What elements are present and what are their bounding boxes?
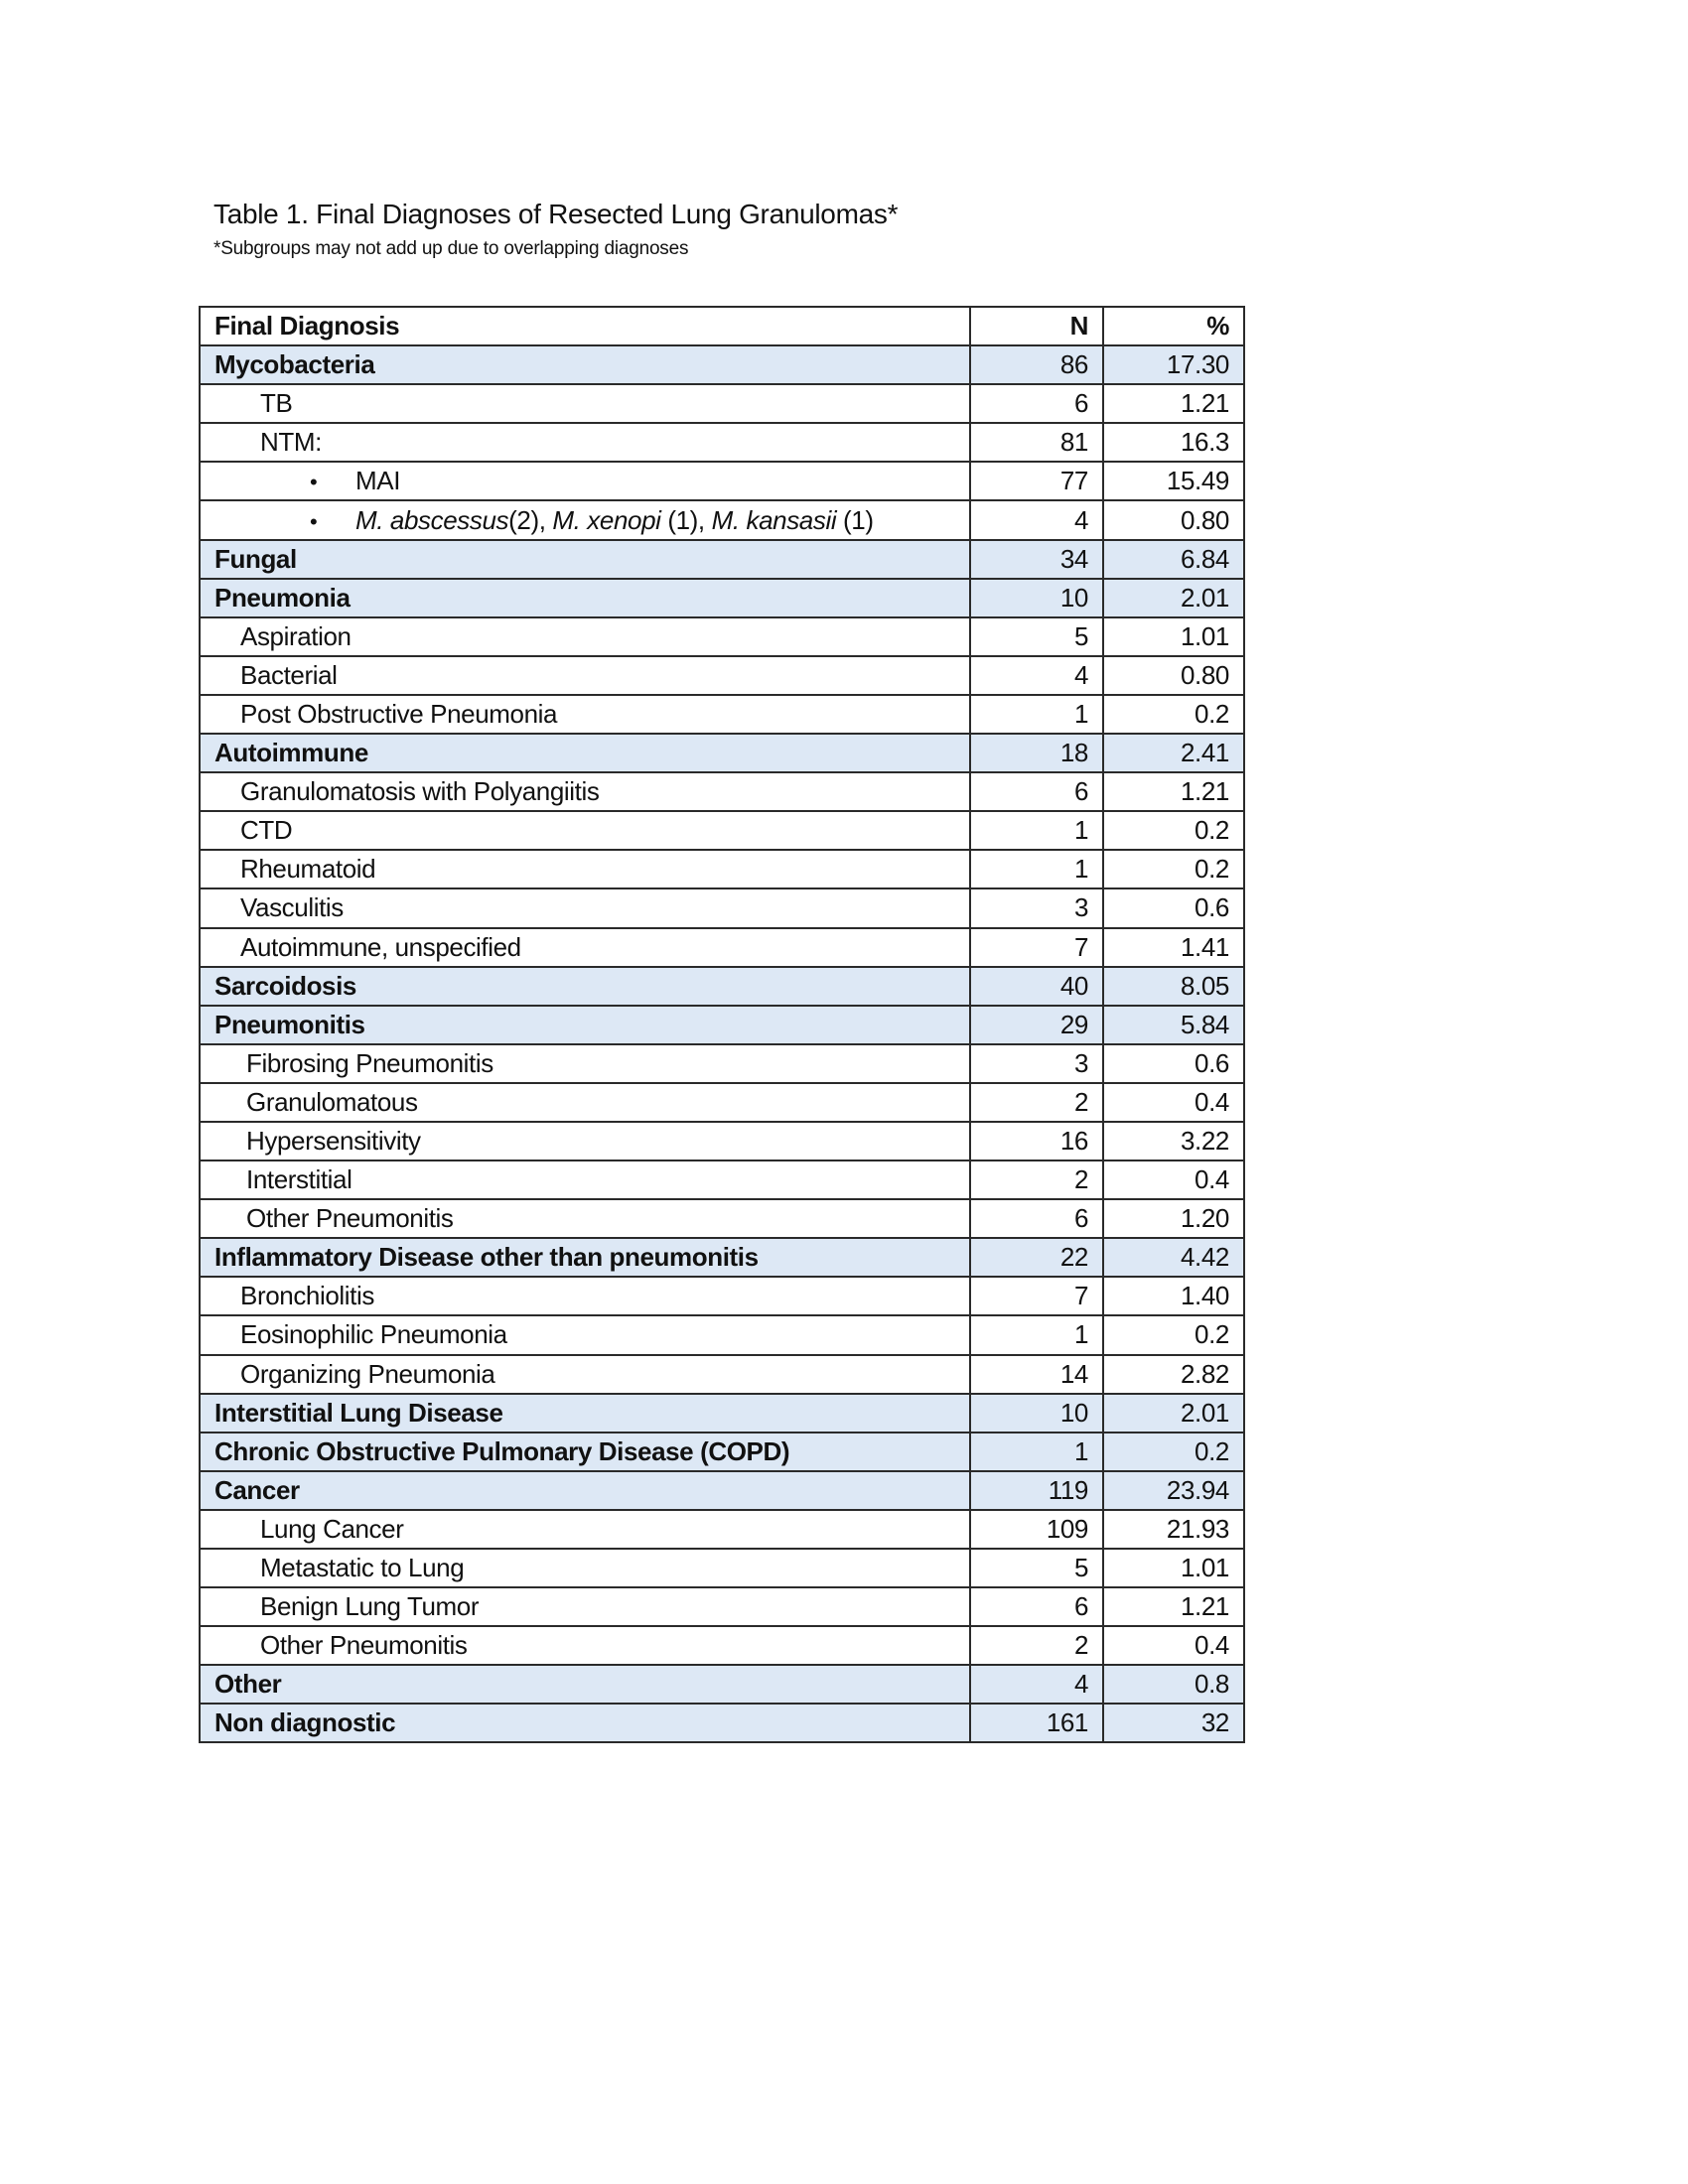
n-cell: 18 [970, 734, 1103, 772]
diagnosis-cell [200, 1471, 970, 1510]
diagnosis-cell [200, 1160, 970, 1199]
percent-cell: 21.93 [1103, 1510, 1244, 1549]
bullet-icon: • [310, 470, 318, 495]
diagnosis-label: Sarcoidosis [214, 970, 356, 1001]
table-row-subcategory [200, 928, 1244, 967]
table-row-category [200, 967, 1244, 1006]
n-cell: 5 [970, 1549, 1103, 1587]
n-cell: 77 [970, 462, 1103, 500]
diagnosis-cell [200, 1083, 970, 1122]
diagnosis-cell [200, 1665, 970, 1704]
table-row-category [200, 1006, 1244, 1044]
diagnosis-label: Interstitial Lung Disease [214, 1397, 503, 1428]
percent-cell: 23.94 [1103, 1471, 1244, 1510]
diagnosis-label: Other [214, 1669, 282, 1700]
species-name: M. kansasii [711, 504, 837, 535]
diagnosis-label: NTM: [260, 427, 322, 458]
diagnosis-label: Granulomatous [246, 1086, 418, 1117]
table-row-subcategory [200, 500, 1244, 539]
n-cell: 16 [970, 1122, 1103, 1160]
table-row-subcategory [200, 1587, 1244, 1626]
diagnosis-cell [200, 384, 970, 423]
diagnosis-label: Chronic Obstructive Pulmonary Disease (COPD) [214, 1435, 790, 1466]
n-cell: 29 [970, 1006, 1103, 1044]
table-row-subcategory [200, 617, 1244, 656]
diagnosis-cell [200, 772, 970, 811]
table-row-subcategory [200, 462, 1244, 500]
diagnosis-label: Aspiration [240, 620, 352, 651]
table-footnote: *Subgroups may not add up due to overlapping diagnoses [213, 238, 689, 259]
diagnosis-label: Non diagnostic [214, 1707, 396, 1738]
percent-cell: 17.30 [1103, 345, 1244, 384]
diagnosis-cell [200, 850, 970, 888]
diagnosis-cell [200, 1704, 970, 1742]
diagnosis-cell [200, 1587, 970, 1626]
table-row-subcategory [200, 1355, 1244, 1394]
diagnosis-cell [200, 656, 970, 695]
table-row-subcategory [200, 1083, 1244, 1122]
percent-cell: 2.41 [1103, 734, 1244, 772]
n-cell: 4 [970, 500, 1103, 539]
diagnosis-cell [200, 1006, 970, 1044]
n-cell: 1 [970, 811, 1103, 850]
diagnosis-label: Inflammatory Disease other than pneumonitis [214, 1242, 759, 1273]
diagnosis-cell [200, 1355, 970, 1394]
diagnosis-label: Interstitial [246, 1164, 352, 1195]
table-row-subcategory [200, 384, 1244, 423]
n-cell: 3 [970, 1044, 1103, 1083]
n-cell: 7 [970, 1277, 1103, 1315]
table-row-subcategory [200, 656, 1244, 695]
percent-cell: 0.6 [1103, 888, 1244, 927]
percent-cell: 16.3 [1103, 423, 1244, 462]
diagnosis-cell [200, 1549, 970, 1587]
percent-cell: 1.41 [1103, 928, 1244, 967]
diagnosis-label: Other Pneumonitis [260, 1630, 468, 1661]
n-cell: 81 [970, 423, 1103, 462]
percent-cell: 4.42 [1103, 1238, 1244, 1277]
table-row-subcategory [200, 1315, 1244, 1354]
diagnosis-cell [200, 617, 970, 656]
header-row [200, 307, 1244, 345]
n-cell: 161 [970, 1704, 1103, 1742]
table-row-subcategory [200, 811, 1244, 850]
percent-cell: 3.22 [1103, 1122, 1244, 1160]
n-cell: 40 [970, 967, 1103, 1006]
n-cell: 2 [970, 1083, 1103, 1122]
diagnoses-table [199, 306, 1245, 1743]
header-n: N [970, 307, 1103, 345]
diagnosis-label: Bacterial [240, 659, 338, 690]
percent-cell: 0.2 [1103, 1315, 1244, 1354]
table-row-category [200, 345, 1244, 384]
diagnosis-label: Other Pneumonitis [246, 1203, 454, 1234]
percent-cell: 0.4 [1103, 1083, 1244, 1122]
diagnosis-label: Vasculitis [240, 892, 344, 923]
n-cell: 22 [970, 1238, 1103, 1277]
bullet-icon: • [310, 508, 318, 534]
diagnosis-cell [200, 579, 970, 617]
header-percent: % [1103, 307, 1244, 345]
n-cell: 1 [970, 695, 1103, 734]
percent-cell: 2.82 [1103, 1355, 1244, 1394]
percent-cell: 0.6 [1103, 1044, 1244, 1083]
table-row-category [200, 1394, 1244, 1433]
n-cell: 7 [970, 928, 1103, 967]
percent-cell: 1.21 [1103, 384, 1244, 423]
species-name: M. xenopi [552, 504, 661, 535]
diagnosis-cell [200, 1433, 970, 1471]
table-row-category [200, 579, 1244, 617]
percent-cell: 1.20 [1103, 1199, 1244, 1238]
diagnosis-label: Organizing Pneumonia [240, 1358, 495, 1389]
diagnosis-cell [200, 500, 970, 539]
diagnosis-label: Pneumonia [214, 582, 351, 613]
table-row-subcategory [200, 1199, 1244, 1238]
n-cell: 10 [970, 1394, 1103, 1433]
n-cell: 6 [970, 1587, 1103, 1626]
diagnosis-cell [200, 967, 970, 1006]
n-cell: 6 [970, 772, 1103, 811]
table-row-subcategory [200, 1510, 1244, 1549]
diagnosis-label: Fibrosing Pneumonitis [246, 1047, 493, 1078]
n-cell: 119 [970, 1471, 1103, 1510]
diagnosis-cell [200, 1044, 970, 1083]
table-row-category [200, 1665, 1244, 1704]
diagnosis-label: Cancer [214, 1474, 300, 1505]
diagnosis-label: Hypersensitivity [246, 1126, 421, 1157]
table-row-subcategory [200, 1044, 1244, 1083]
n-cell: 4 [970, 656, 1103, 695]
percent-cell: 1.40 [1103, 1277, 1244, 1315]
percent-cell: 0.2 [1103, 1433, 1244, 1471]
diagnosis-label: Rheumatoid [240, 854, 376, 885]
diagnosis-cell [200, 695, 970, 734]
n-cell: 4 [970, 1665, 1103, 1704]
n-cell: 2 [970, 1160, 1103, 1199]
table-row-category [200, 1238, 1244, 1277]
percent-cell: 0.4 [1103, 1626, 1244, 1665]
percent-cell: 1.01 [1103, 1549, 1244, 1587]
diagnosis-cell [200, 1394, 970, 1433]
percent-cell: 1.21 [1103, 772, 1244, 811]
diagnosis-cell [200, 423, 970, 462]
n-cell: 1 [970, 850, 1103, 888]
diagnosis-cell [200, 1199, 970, 1238]
diagnosis-cell [200, 734, 970, 772]
table-row-subcategory [200, 695, 1244, 734]
n-cell: 5 [970, 617, 1103, 656]
percent-cell: 0.4 [1103, 1160, 1244, 1199]
diagnosis-cell [200, 1277, 970, 1315]
table-row-subcategory [200, 888, 1244, 927]
diagnosis-label: Bronchiolitis [240, 1281, 374, 1311]
header-final-diagnosis: Final Diagnosis [200, 307, 970, 345]
percent-cell: 15.49 [1103, 462, 1244, 500]
diagnosis-cell [200, 1626, 970, 1665]
table-row-subcategory [200, 1122, 1244, 1160]
table-row-subcategory [200, 423, 1244, 462]
count-text: (1), [660, 504, 712, 535]
diagnosis-label: Metastatic to Lung [260, 1553, 465, 1583]
diagnosis-label [355, 505, 874, 535]
table-row-subcategory [200, 772, 1244, 811]
n-cell: 14 [970, 1355, 1103, 1394]
percent-cell: 0.2 [1103, 695, 1244, 734]
n-cell: 86 [970, 345, 1103, 384]
diagnosis-cell [200, 928, 970, 967]
diagnosis-label: Autoimmune, unspecified [240, 931, 521, 962]
percent-cell: 1.21 [1103, 1587, 1244, 1626]
percent-cell: 0.2 [1103, 850, 1244, 888]
table-row-subcategory [200, 1626, 1244, 1665]
diagnosis-cell [200, 1510, 970, 1549]
n-cell: 1 [970, 1315, 1103, 1354]
count-text: (1) [836, 504, 874, 535]
percent-cell: 1.01 [1103, 617, 1244, 656]
n-cell: 6 [970, 384, 1103, 423]
percent-cell: 5.84 [1103, 1006, 1244, 1044]
percent-cell: 0.8 [1103, 1665, 1244, 1704]
diagnosis-label: Benign Lung Tumor [260, 1591, 480, 1622]
table-row-category [200, 1704, 1244, 1742]
diagnosis-label: CTD [240, 815, 293, 846]
species-name: M. abscessus [355, 504, 509, 535]
diagnosis-cell [200, 540, 970, 579]
n-cell: 1 [970, 1433, 1103, 1471]
table-row-subcategory [200, 1549, 1244, 1587]
table-row-category [200, 734, 1244, 772]
table-row-category [200, 1471, 1244, 1510]
percent-cell: 2.01 [1103, 579, 1244, 617]
diagnosis-cell [200, 811, 970, 850]
diagnosis-cell [200, 888, 970, 927]
percent-cell: 8.05 [1103, 967, 1244, 1006]
diagnosis-label: Lung Cancer [260, 1513, 404, 1544]
n-cell: 109 [970, 1510, 1103, 1549]
diagnosis-label: MAI [355, 466, 401, 496]
count-text: (2), [508, 504, 553, 535]
percent-cell: 0.80 [1103, 500, 1244, 539]
n-cell: 3 [970, 888, 1103, 927]
diagnosis-label: Pneumonitis [214, 1009, 365, 1039]
table-body [200, 345, 1244, 1742]
percent-cell: 32 [1103, 1704, 1244, 1742]
n-cell: 6 [970, 1199, 1103, 1238]
table-row-category [200, 540, 1244, 579]
diagnosis-label: Eosinophilic Pneumonia [240, 1319, 507, 1350]
table-row-category [200, 1433, 1244, 1471]
diagnosis-label: Autoimmune [214, 738, 368, 768]
diagnosis-cell [200, 1238, 970, 1277]
percent-cell: 6.84 [1103, 540, 1244, 579]
diagnosis-cell [200, 1315, 970, 1354]
n-cell: 2 [970, 1626, 1103, 1665]
diagnosis-label: Granulomatosis with Polyangiitis [240, 776, 600, 807]
table-title: Table 1. Final Diagnoses of Resected Lung Granulomas* [213, 199, 899, 229]
percent-cell: 2.01 [1103, 1394, 1244, 1433]
percent-cell: 0.80 [1103, 656, 1244, 695]
diagnosis-label: Post Obstructive Pneumonia [240, 698, 558, 729]
diagnosis-cell [200, 1122, 970, 1160]
table-row-subcategory [200, 850, 1244, 888]
diagnosis-label: TB [260, 388, 293, 419]
diagnosis-cell [200, 345, 970, 384]
table-row-subcategory [200, 1277, 1244, 1315]
diagnosis-cell [200, 462, 970, 500]
table-row-subcategory [200, 1160, 1244, 1199]
percent-cell: 0.2 [1103, 811, 1244, 850]
diagnosis-label: Mycobacteria [214, 349, 375, 380]
n-cell: 10 [970, 579, 1103, 617]
diagnosis-label: Fungal [214, 543, 297, 574]
n-cell: 34 [970, 540, 1103, 579]
